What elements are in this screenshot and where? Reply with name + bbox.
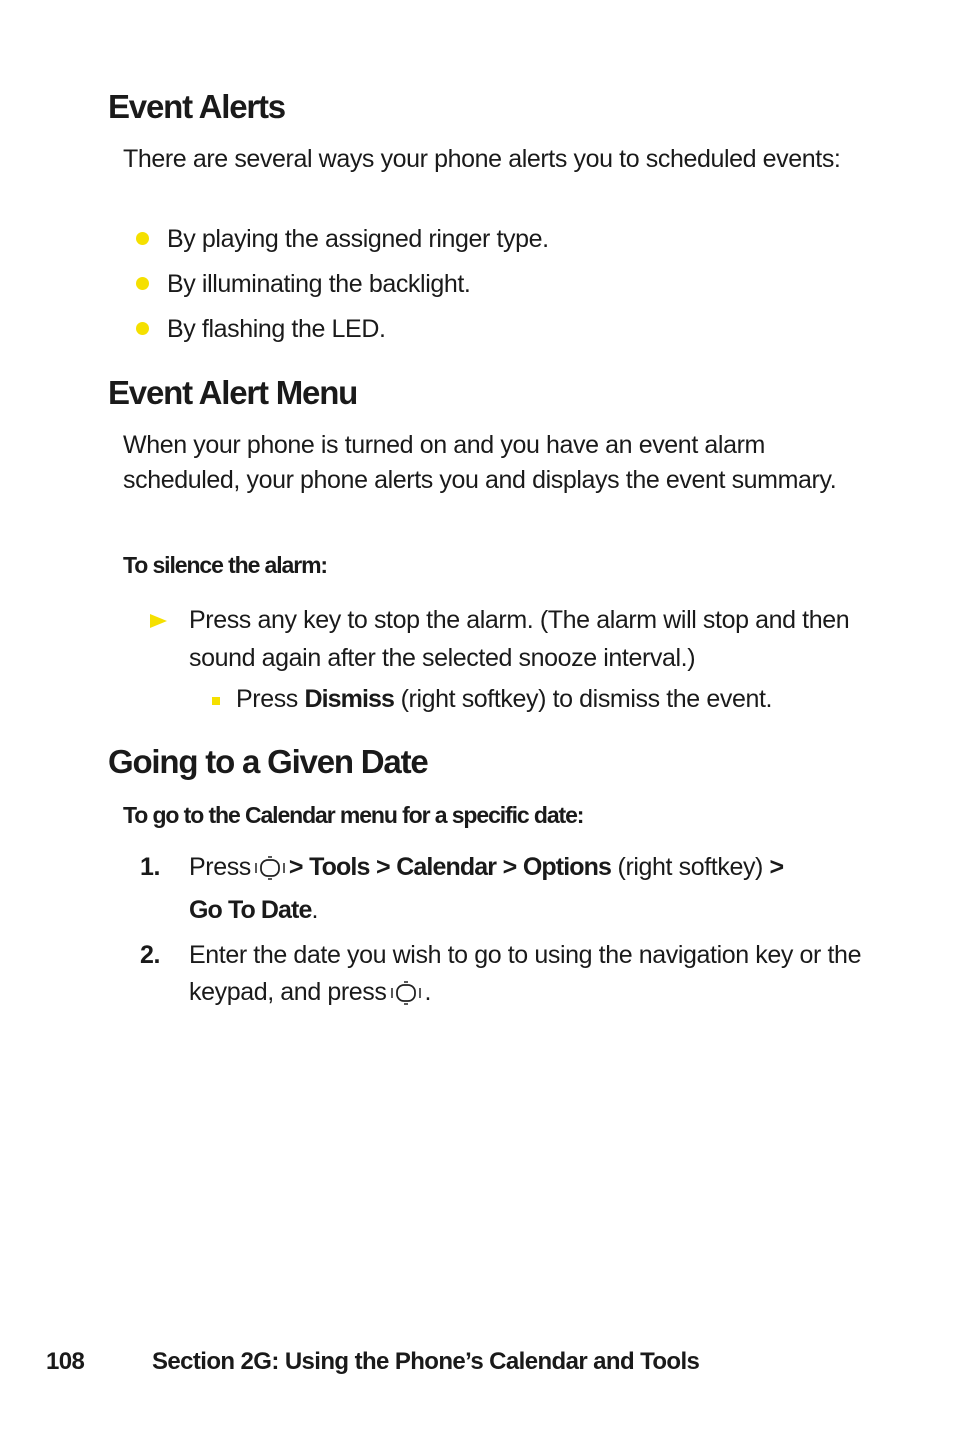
nav-ok-key-icon xyxy=(389,980,423,1017)
nav-ok-key-icon xyxy=(253,855,287,892)
go-to-date-label: Go To Date xyxy=(189,896,312,924)
bullet-text: By flashing the LED. xyxy=(167,315,386,343)
numbered-step xyxy=(140,849,870,925)
heading-event-alert-menu: Event Alert Menu xyxy=(108,374,358,411)
step-number: 2. xyxy=(140,941,161,969)
calendar-label: Calendar xyxy=(396,853,497,881)
subheading-silence-alarm: To silence the alarm: xyxy=(123,552,327,578)
subheading-calendar-date: To go to the Calendar menu for a specific date: xyxy=(123,802,584,828)
step-text: Press > Tools > Calendar > Options (right softkey) > Go To Date. xyxy=(189,853,784,924)
bullet-text: By playing the assigned ringer type. xyxy=(167,225,549,253)
bullet-icon xyxy=(136,277,149,290)
event-alert-menu-intro: When your phone is turned on and you have an event alarm scheduled, your phone alerts you and displays the event summary. xyxy=(123,431,837,494)
bullet-icon xyxy=(136,322,149,335)
bullet-icon xyxy=(136,232,149,245)
page-number: 108 xyxy=(46,1348,85,1375)
heading-going-to-date: Going to a Given Date xyxy=(108,743,428,780)
section-title: Section 2G: Using the Phone’s Calendar and Tools xyxy=(152,1348,700,1375)
step-number: 1. xyxy=(140,853,161,881)
bullet-text: By illuminating the backlight. xyxy=(167,270,471,298)
event-alerts-intro: There are several ways your phone alerts you to scheduled events: xyxy=(123,145,841,173)
heading-event-alerts: Event Alerts xyxy=(108,88,285,125)
square-bullet-icon xyxy=(212,697,220,705)
step-text: Enter the date you wish to go to using the navigation key or the keypad, and press . xyxy=(189,937,869,1017)
step-text: Press any key to stop the alarm. (The alarm will stop and then sound again after the selected snooze interval.) xyxy=(189,606,850,672)
step-item xyxy=(148,601,868,677)
numbered-step xyxy=(140,937,870,1013)
substep-text: Press Dismiss (right softkey) to dismiss the event. xyxy=(236,685,773,713)
options-label: Options xyxy=(522,853,611,881)
dismiss-key-label: Dismiss xyxy=(304,685,395,713)
tools-label: Tools xyxy=(309,853,370,881)
